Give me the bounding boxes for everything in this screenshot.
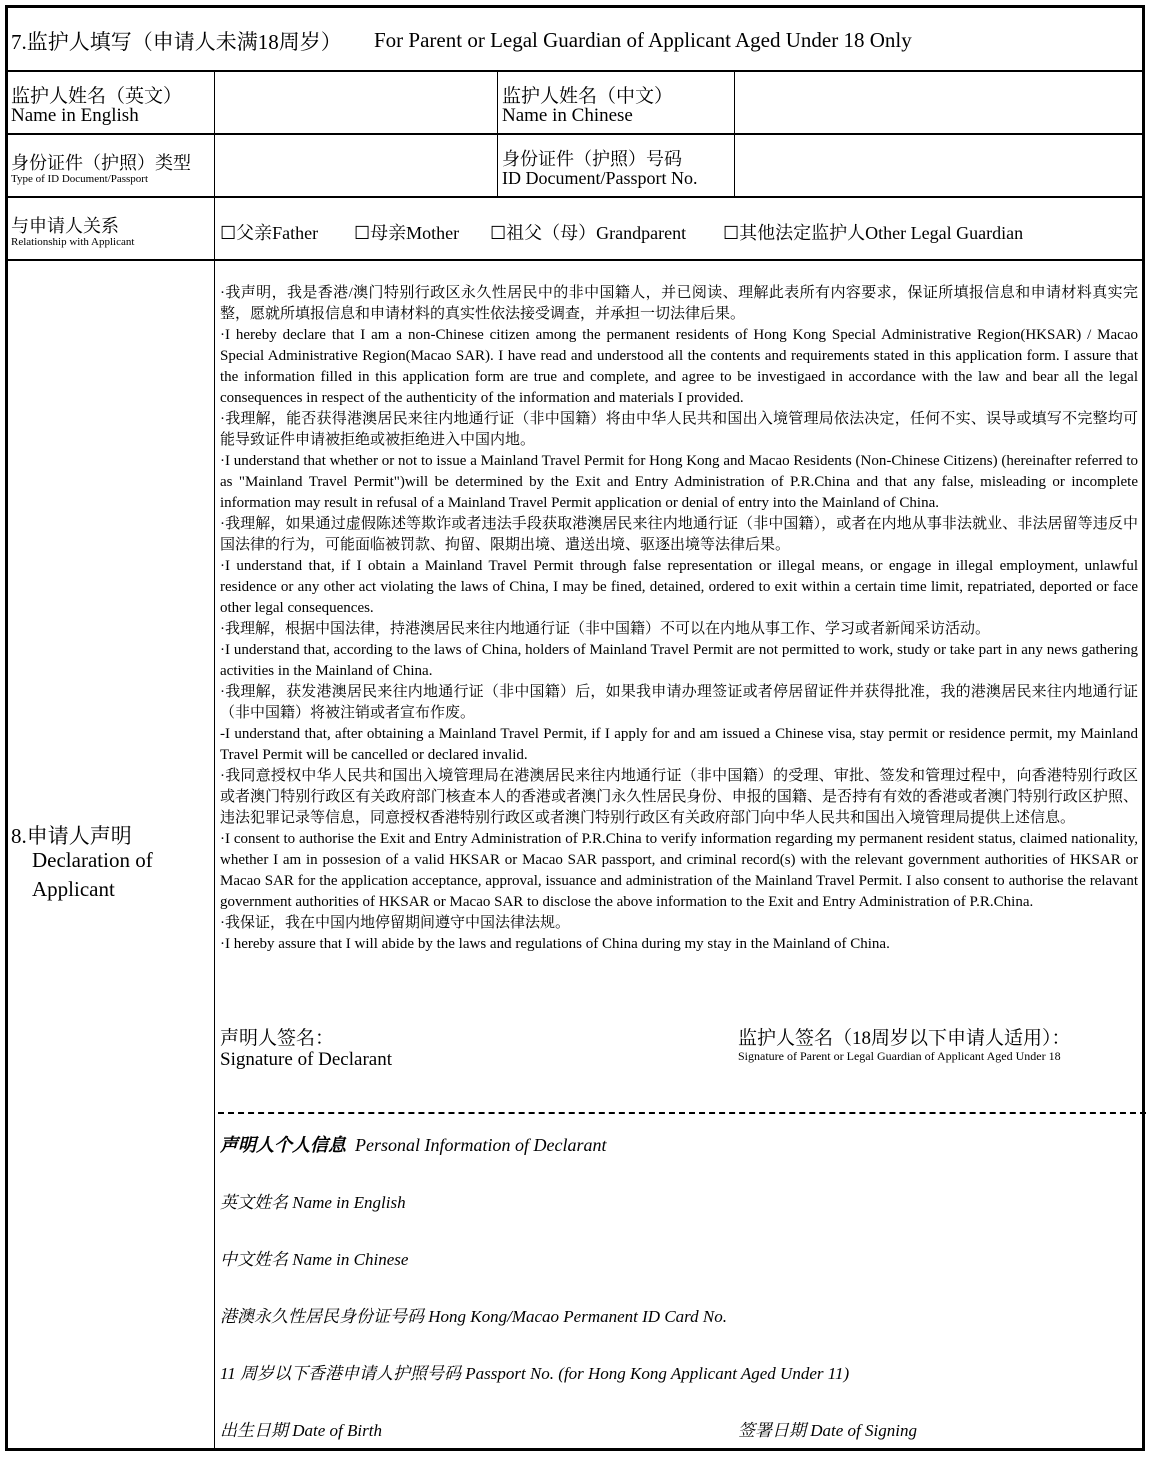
section8-title-en-2: Applicant: [32, 877, 115, 901]
declaration-paragraph: -I understand that, after obtaining a Mainland Travel Permit, if I apply for and am issued a Chinese visa, stay permit or residence permit, my Mainland Travel Permit will be cancelled or declared invalid.: [220, 726, 1138, 763]
guardian-signature-field[interactable]: [738, 1076, 1138, 1108]
declarant-signature-label-en: Signature of Declarant: [220, 1049, 392, 1070]
date-of-signing-field[interactable]: 签署日期 Date of Signing: [738, 1421, 917, 1440]
personal-info-heading-cn: 声明人个人信息: [220, 1135, 346, 1155]
option-grandparent-checkbox[interactable]: ☐祖父（母）Grandparent: [490, 223, 687, 243]
guardian-name-cn-label-en: Name in Chinese: [502, 105, 633, 126]
passport-no-field[interactable]: 11 周岁以下香港申请人护照号码 Passport No. (for Hong Kong Applicant Aged Under 11): [220, 1364, 850, 1383]
option-other-guardian-checkbox[interactable]: ☐其他法定监护人Other Legal Guardian: [723, 223, 1024, 243]
declaration-paragraph: ·我理解，获发港澳居民来往内地通行证（非中国籍）后，如果我申请办理签证或者停居留证件并获得批准，我的港澳居民来往内地通行证（非中国籍）将被注销或者宣布作废。: [220, 684, 1138, 721]
id-no-label-cn: 身份证件（护照）号码: [502, 149, 682, 169]
declaration-paragraph: ·我理解，能否获得港澳居民来往内地通行证（非中国籍）将由中华人民共和国出入境管理局依法决定，任何不实、误导或填写不完整均可能导致证件申请被拒绝或被拒绝进入中国内地。: [220, 411, 1138, 448]
declarant-signature-label-cn: 声明人签名：: [220, 1028, 335, 1049]
guardian-name-en-label-cn: 监护人姓名（英文）: [11, 86, 183, 107]
permanent-id-card-field[interactable]: 港澳永久性居民身份证号码 Hong Kong/Macao Permanent ID Card No.: [220, 1307, 727, 1326]
section7-title-en: For Parent or Legal Guardian of Applicant Aged Under 18 Only: [374, 28, 912, 52]
divider: [8, 259, 1142, 261]
divider: [214, 259, 215, 1451]
declaration-paragraph: ·I understand that whether or not to issue a Mainland Travel Permit for Hong Kong and Macao Residents (Non-Chinese Citizens) (hereinafter referred to as "Mainland Travel Permit")will be determined by the Exit and Entry Administration of P.R.China and that any false, misleading or incomplete information may result in refusal of a Mainland Travel Permit application or denial of entry into the Mainland of China.: [220, 453, 1138, 511]
guardian-name-en-label-en: Name in English: [11, 105, 139, 126]
divider: [214, 70, 215, 133]
guardian-signature-label-cn: 监护人签名（18周岁以下申请人适用）：: [738, 1028, 1071, 1049]
declaration-paragraph: ·我同意授权中华人民共和国出入境管理局在港澳居民来往内地通行证（非中国籍）的受理、审批、签发和管理过程中，向香港特别行政区或者澳门特别行政区有关政府部门核查本人的香港或者澳门永久性居民身份、申报的国籍、是否持有有效的香港或者澳门特别行政区护照、违法犯罪记录等信息，同意授权香港特别行政区或者澳门特别行政区有关政府部门向中华人民共和国出入境管理局提供上述信息。: [220, 768, 1138, 826]
section8-title-cn: 申请人声明: [26, 824, 132, 848]
dashed-divider: [218, 1112, 1146, 1114]
declaration-paragraph: ·我理解，如果通过虚假陈述等欺诈或者违法手段获取港澳居民来往内地通行证（非中国籍），或者在内地从事非法就业、非法居留等违反中国法律的行为，可能面临被罚款、拘留、限期出境、遣送出境、驱逐出境等法律后果。: [220, 516, 1138, 553]
section8-title: [11, 820, 132, 850]
declaration-paragraph: ·I hereby assure that I will abide by the laws and regulations of China during my stay in the Mainland of China.: [220, 936, 890, 952]
declaration-paragraph: ·我保证，我在中国内地停留期间遵守中国法律法规。: [220, 915, 570, 931]
divider: [214, 196, 215, 259]
personal-info-heading: [220, 1131, 606, 1157]
divider: [497, 133, 498, 196]
divider: [8, 196, 1142, 198]
divider: [734, 133, 735, 196]
declaration-paragraph: ·I consent to authorise the Exit and Entry Administration of P.R.China to verify information regarding my permanent resident status, claimed nationality, whether I am in possesion of a valid HKSAR or Macao SAR passport, and criminal record(s) with the relevant government authorities of HKSAR or Macao SAR for the application acceptance, approval, issuance and administration of the Mainland Travel Permit. I also consent to authorise the relavant government authorities of HKSAR or Macao SAR to disclose the above information to the Exit and Entry Administration of P.R.China.: [220, 831, 1138, 910]
id-type-label-en: Type of ID Document/Passport: [11, 173, 149, 185]
guardian-name-cn-label-cn: 监护人姓名（中文）: [502, 86, 674, 107]
divider: [214, 133, 215, 196]
section8-title-en-1: Declaration of: [32, 848, 153, 872]
option-mother-checkbox[interactable]: ☐母亲Mother: [354, 223, 460, 243]
name-in-english-field[interactable]: 英文姓名 Name in English: [220, 1193, 406, 1212]
option-father-checkbox[interactable]: ☐父亲Father: [220, 223, 319, 243]
declaration-paragraph: ·I understand that, if I obtain a Mainland Travel Permit through false representation or illegal means, or engage in illegal employment, unlawful residence or any other act violating the laws of China, I may be fined, detained, ordered to exit within a certain time limit, repatriated, deported or face other legal consequences.: [220, 558, 1138, 616]
relationship-label-en: Relationship with Applicant: [11, 236, 135, 248]
id-no-label-en: ID Document/Passport No.: [502, 168, 698, 188]
section7-title: [11, 26, 342, 56]
declaration-paragraph: ·我声明，我是香港/澳门特别行政区永久性居民中的非中国籍人，并已阅读、理解此表所有内容要求，保证所填报信息和申请材料真实完整，愿就所填报信息和申请材料的真实性依法接受调查，并承担一切法律后果。: [220, 285, 1138, 322]
guardian-signature-label-en: Signature of Parent or Legal Guardian of Applicant Aged Under 18: [738, 1049, 1061, 1063]
declaration-paragraph: ·I hereby declare that I am a non-Chinese citizen among the permanent residents of Hong Kong Special Administrative Region(HKSAR) / Macao Special Administrative Region(Macao SAR). I have read and understood all the contents and requirements stated in this application form. I assure that the information filled in this application form are true and complete, and agree to be investigaed in accordance with the law and bear all the legal consequences in respect of the authenticity of the information and materials I provided.: [220, 327, 1138, 406]
declaration-paragraph: ·我理解，根据中国法律，持港澳居民来往内地通行证（非中国籍）不可以在内地从事工作、学习或者新闻采访活动。: [220, 621, 991, 637]
personal-info-heading-en: Personal Information of Declarant: [355, 1135, 607, 1155]
section8-number: 8.: [11, 824, 27, 848]
date-of-birth-field[interactable]: 出生日期 Date of Birth: [220, 1421, 382, 1440]
declaration-text: [220, 283, 1138, 955]
declarant-signature-field[interactable]: [220, 1076, 700, 1108]
guardian-name-cn-field[interactable]: [736, 72, 1141, 132]
divider: [497, 70, 498, 133]
section7-number: 7.: [11, 30, 27, 54]
form-frame: [5, 5, 1145, 1451]
name-in-chinese-field[interactable]: 中文姓名 Name in Chinese: [220, 1250, 409, 1269]
guardian-name-en-field[interactable]: [216, 72, 496, 132]
id-no-field[interactable]: [736, 135, 1141, 195]
section7-title-cn: 监护人填写（申请人未满18周岁）: [26, 30, 342, 54]
id-type-label-cn: 身份证件（护照）类型: [11, 153, 191, 173]
divider: [734, 70, 735, 133]
declaration-paragraph: ·I understand that, according to the laws of China, holders of Mainland Travel Permit are not permitted to work, study or take part in any news gathering activities in the Mainland of China.: [220, 642, 1138, 679]
id-type-field[interactable]: [216, 135, 496, 195]
relationship-label-cn: 与申请人关系: [11, 216, 119, 236]
